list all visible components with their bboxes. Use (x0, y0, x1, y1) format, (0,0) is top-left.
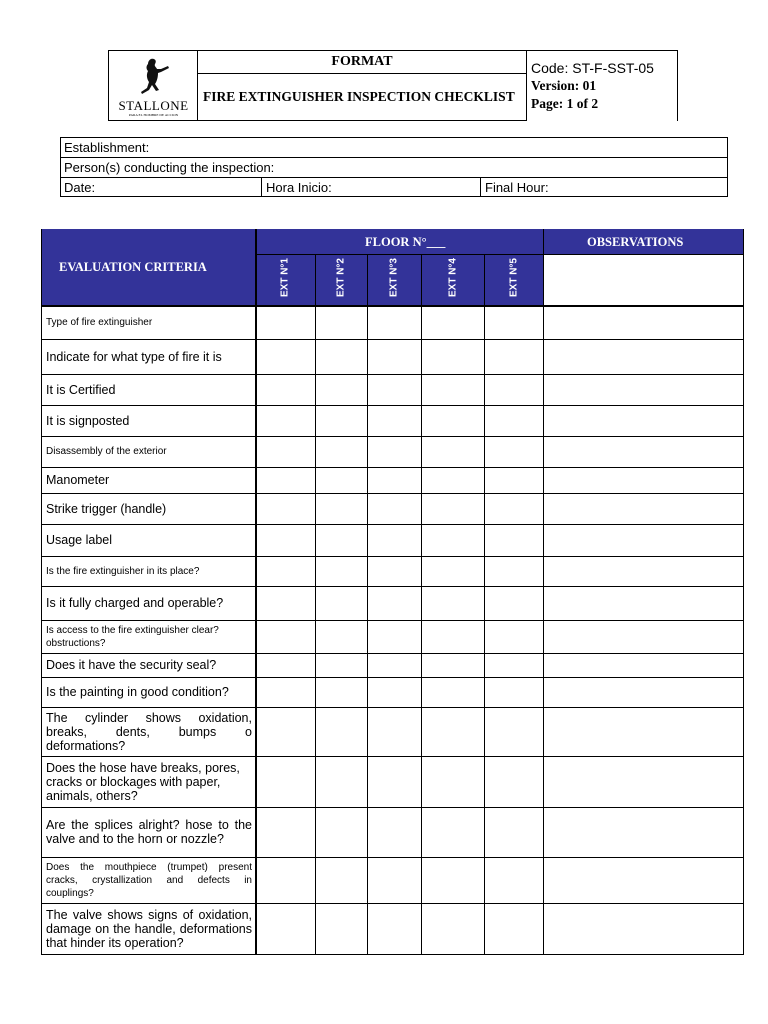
table-border (743, 229, 744, 955)
observation-cell[interactable] (543, 556, 744, 586)
ext-check-cell[interactable] (255, 374, 315, 405)
ext-check-cell[interactable] (421, 467, 484, 493)
ext-column-divider (367, 254, 368, 955)
ext-check-cell[interactable] (421, 807, 484, 857)
ext-column-header: EXT N°3 (388, 258, 400, 298)
ext-check-cell[interactable] (367, 807, 421, 857)
format-label: FORMAT (331, 54, 393, 69)
observations-column-divider (543, 229, 544, 955)
ext-column-header: EXT N°5 (508, 258, 519, 298)
ext-check-cell[interactable] (421, 405, 484, 436)
ext-check-cell[interactable] (484, 524, 543, 556)
criteria-row (41, 524, 744, 556)
ext-check-cell[interactable] (315, 620, 367, 653)
header-divider (255, 254, 744, 255)
ext-check-cell[interactable] (421, 339, 484, 374)
ext-check-cell[interactable] (421, 903, 484, 955)
ext-check-cell[interactable] (484, 339, 543, 374)
ext-check-cell[interactable] (255, 903, 315, 955)
criteria-label: Strike trigger (handle) (46, 501, 167, 516)
row-divider (41, 493, 744, 494)
ext-check-cell[interactable] (315, 756, 367, 807)
ext-check-cell[interactable] (367, 586, 421, 620)
ext-check-cell[interactable] (315, 493, 367, 524)
divider (261, 178, 262, 196)
persons-row[interactable] (60, 157, 728, 177)
criteria-label: Type of fire extinguisher (46, 316, 153, 328)
criteria-row (41, 493, 744, 524)
observation-cell[interactable] (543, 756, 744, 807)
ext-check-cell[interactable] (315, 305, 367, 339)
row-divider (41, 903, 744, 904)
criteria-row (41, 556, 744, 586)
criteria-row (41, 620, 744, 653)
criteria-row (41, 903, 744, 955)
observation-cell[interactable] (543, 339, 744, 374)
document-code: Code: ST-F-SST-05 (531, 60, 654, 76)
table-border (41, 229, 42, 955)
criteria-header: EVALUATION CRITERIA (59, 260, 207, 274)
criteria-label: Does the mouthpiece (trumpet) present cracks, crystallization and defects in couplings? (46, 861, 252, 899)
ext-check-cell[interactable] (484, 405, 543, 436)
page-number: Page: 1 of 2 (531, 96, 599, 111)
ext-check-cell[interactable] (315, 339, 367, 374)
ext-check-cell[interactable] (367, 305, 421, 339)
criteria-row (41, 677, 744, 707)
criteria-row (41, 339, 744, 374)
criteria-row (41, 807, 744, 857)
establishment-label: Establishment: (64, 140, 150, 155)
observation-cell[interactable] (543, 620, 744, 653)
ext-check-cell[interactable] (255, 556, 315, 586)
ext-check-cell[interactable] (484, 707, 543, 756)
ext-check-cell[interactable] (255, 305, 315, 339)
criteria-row (41, 707, 744, 756)
criteria-label: Is the painting in good condition? (46, 685, 229, 699)
ext-check-cell[interactable] (421, 857, 484, 903)
observation-cell[interactable] (543, 405, 744, 436)
observation-cell[interactable] (543, 586, 744, 620)
ext-check-cell[interactable] (315, 374, 367, 405)
document-header (108, 50, 678, 121)
document-title: FIRE EXTINGUISHER INSPECTION CHECKLIST (203, 89, 515, 104)
observation-cell[interactable] (543, 493, 744, 524)
observation-cell[interactable] (543, 467, 744, 493)
ext-check-cell[interactable] (421, 620, 484, 653)
ext-check-cell[interactable] (367, 524, 421, 556)
criteria-row (41, 586, 744, 620)
ext-column-divider (484, 254, 485, 955)
ext-check-cell[interactable] (484, 653, 543, 677)
ext-column-header: EXT N°4 (447, 258, 458, 298)
ext-check-cell[interactable] (484, 556, 543, 586)
ext-check-cell[interactable] (421, 436, 484, 467)
ext-check-cell[interactable] (255, 756, 315, 807)
criteria-label: Disassembly of the exterior (46, 446, 167, 457)
ext-column-header: EXT N°2 (335, 258, 347, 298)
row-divider (41, 807, 744, 808)
criteria-label: It is Certified (46, 382, 116, 397)
ext-check-cell[interactable] (315, 524, 367, 556)
criteria-label: The valve shows signs of oxidation, damage on the handle, deformations that hinder its operation? (46, 908, 252, 950)
criteria-row (41, 857, 744, 903)
observation-cell[interactable] (543, 653, 744, 677)
observations-header: OBSERVATIONS (587, 235, 684, 249)
criteria-row (41, 305, 744, 339)
ext-check-cell[interactable] (367, 677, 421, 707)
observation-cell[interactable] (543, 436, 744, 467)
title-cell (197, 73, 527, 121)
ext-check-cell[interactable] (484, 620, 543, 653)
ext-check-cell[interactable] (255, 677, 315, 707)
observation-cell[interactable] (543, 707, 744, 756)
ext-check-cell[interactable] (421, 305, 484, 339)
observation-cell[interactable] (543, 903, 744, 955)
ext-check-cell[interactable] (315, 556, 367, 586)
establishment-row[interactable] (60, 137, 728, 157)
criteria-label: Manometer (46, 473, 110, 487)
ext-check-cell[interactable] (484, 374, 543, 405)
criteria-label: Does it have the security seal? (46, 658, 217, 672)
logo-cell (108, 50, 198, 121)
observation-cell[interactable] (543, 677, 744, 707)
ext-check-cell[interactable] (484, 903, 543, 955)
ext-check-cell[interactable] (315, 586, 367, 620)
persons-label: Person(s) conducting the inspection: (64, 160, 275, 175)
criteria-label: Is it fully charged and operable? (46, 596, 224, 610)
format-cell (197, 50, 527, 74)
ext-check-cell[interactable] (367, 756, 421, 807)
ext-check-cell[interactable] (367, 493, 421, 524)
ext-check-cell[interactable] (367, 405, 421, 436)
row-divider (41, 436, 744, 437)
observation-cell[interactable] (543, 857, 744, 903)
observation-cell[interactable] (543, 374, 744, 405)
ext-check-cell[interactable] (421, 707, 484, 756)
row-divider (41, 467, 744, 468)
ext-check-cell[interactable] (255, 857, 315, 903)
row-divider (41, 620, 744, 621)
criteria-row (41, 756, 744, 807)
ext-check-cell[interactable] (255, 653, 315, 677)
floor-header: FLOOR N°___ (365, 235, 446, 249)
ext-check-cell[interactable] (255, 524, 315, 556)
ext-check-cell[interactable] (315, 807, 367, 857)
criteria-label: Are the splices alright? hose to the valve and to the horn or nozzle? (46, 818, 252, 846)
criteria-label: Usage label (46, 533, 113, 547)
row-divider (41, 677, 744, 678)
row-divider (41, 756, 744, 757)
criteria-label: Indicate for what type of fire it is (46, 349, 222, 364)
document-version: Version: 01 (531, 78, 597, 93)
ext-check-cell[interactable] (315, 903, 367, 955)
ext-check-cell[interactable] (367, 556, 421, 586)
ext-check-cell[interactable] (421, 524, 484, 556)
criteria-row (41, 467, 744, 493)
ext-check-cell[interactable] (421, 586, 484, 620)
ext-check-cell[interactable] (367, 339, 421, 374)
observation-cell[interactable] (543, 305, 744, 339)
ext-check-cell[interactable] (367, 653, 421, 677)
ext-check-cell[interactable] (367, 467, 421, 493)
ext-check-cell[interactable] (367, 620, 421, 653)
row-divider (41, 556, 744, 557)
ext-check-cell[interactable] (315, 857, 367, 903)
ext-check-cell[interactable] (484, 493, 543, 524)
ext-check-cell[interactable] (315, 467, 367, 493)
criteria-column-divider (255, 229, 257, 955)
start-hour-label: Hora Inicio: (266, 180, 332, 195)
row-divider (41, 586, 744, 587)
criteria-row (41, 405, 744, 436)
ext-check-cell[interactable] (484, 467, 543, 493)
ext-check-cell[interactable] (367, 857, 421, 903)
ext-check-cell[interactable] (367, 436, 421, 467)
ext-check-cell[interactable] (255, 586, 315, 620)
date-label: Date: (64, 180, 96, 195)
ext-check-cell[interactable] (315, 405, 367, 436)
row-divider (41, 339, 744, 340)
row-divider (41, 405, 744, 406)
ext-check-cell[interactable] (421, 756, 484, 807)
ext-column-header: EXT N°1 (279, 258, 291, 298)
final-hour-label: Final Hour: (485, 180, 549, 195)
logo-tagline: PARA EL HOMBRE DE ACCION (128, 113, 179, 117)
ext-check-cell[interactable] (315, 436, 367, 467)
ext-check-cell[interactable] (255, 620, 315, 653)
table-border (41, 954, 744, 955)
ext-check-cell[interactable] (421, 677, 484, 707)
row-divider (41, 857, 744, 858)
criteria-row (41, 374, 744, 405)
observation-cell[interactable] (543, 524, 744, 556)
ext-check-cell[interactable] (255, 467, 315, 493)
ext-check-cell[interactable] (421, 493, 484, 524)
divider (480, 178, 481, 196)
date-row (60, 177, 728, 197)
criteria-label: Does the hose have breaks, pores, cracks or blockages with paper, animals, others? (46, 760, 240, 803)
ext-check-cell[interactable] (484, 436, 543, 467)
row-divider (41, 707, 744, 708)
ext-check-cell[interactable] (484, 857, 543, 903)
code-cell (526, 50, 678, 121)
ext-check-cell[interactable] (484, 586, 543, 620)
criteria-row (41, 653, 744, 677)
ext-check-cell[interactable] (255, 436, 315, 467)
ext-check-cell[interactable] (315, 677, 367, 707)
ext-check-cell[interactable] (367, 903, 421, 955)
inspection-info-table (60, 137, 728, 197)
row-divider (41, 653, 744, 654)
ext-check-cell[interactable] (421, 374, 484, 405)
ext-check-cell[interactable] (255, 493, 315, 524)
criteria-label: It is signposted (46, 413, 130, 428)
row-divider (41, 305, 744, 307)
ext-check-cell[interactable] (421, 653, 484, 677)
row-divider (41, 524, 744, 525)
ext-check-cell[interactable] (367, 374, 421, 405)
ext-check-cell[interactable] (255, 405, 315, 436)
ext-check-cell[interactable] (367, 707, 421, 756)
ext-check-cell[interactable] (484, 756, 543, 807)
evaluation-table (41, 229, 744, 955)
row-divider (41, 374, 744, 375)
ext-check-cell[interactable] (484, 807, 543, 857)
observation-cell[interactable] (543, 807, 744, 857)
stallone-logo-icon (137, 57, 171, 97)
ext-check-cell[interactable] (315, 707, 367, 756)
ext-check-cell[interactable] (255, 707, 315, 756)
ext-check-cell[interactable] (421, 556, 484, 586)
ext-check-cell[interactable] (255, 807, 315, 857)
criteria-row (41, 436, 744, 467)
ext-column-divider (315, 254, 316, 955)
criteria-label: Is access to the fire extinguisher clear? obstructions? (46, 624, 219, 649)
ext-column-divider (421, 254, 422, 955)
ext-check-cell[interactable] (484, 305, 543, 339)
ext-check-cell[interactable] (315, 653, 367, 677)
ext-check-cell[interactable] (484, 677, 543, 707)
criteria-label: The cylinder shows oxidation, breaks, dents, bumps o deformations? (46, 710, 252, 753)
logo-wordmark: STALLONE (118, 98, 189, 113)
ext-check-cell[interactable] (255, 339, 315, 374)
criteria-label: Is the fire extinguisher in its place? (46, 565, 200, 577)
